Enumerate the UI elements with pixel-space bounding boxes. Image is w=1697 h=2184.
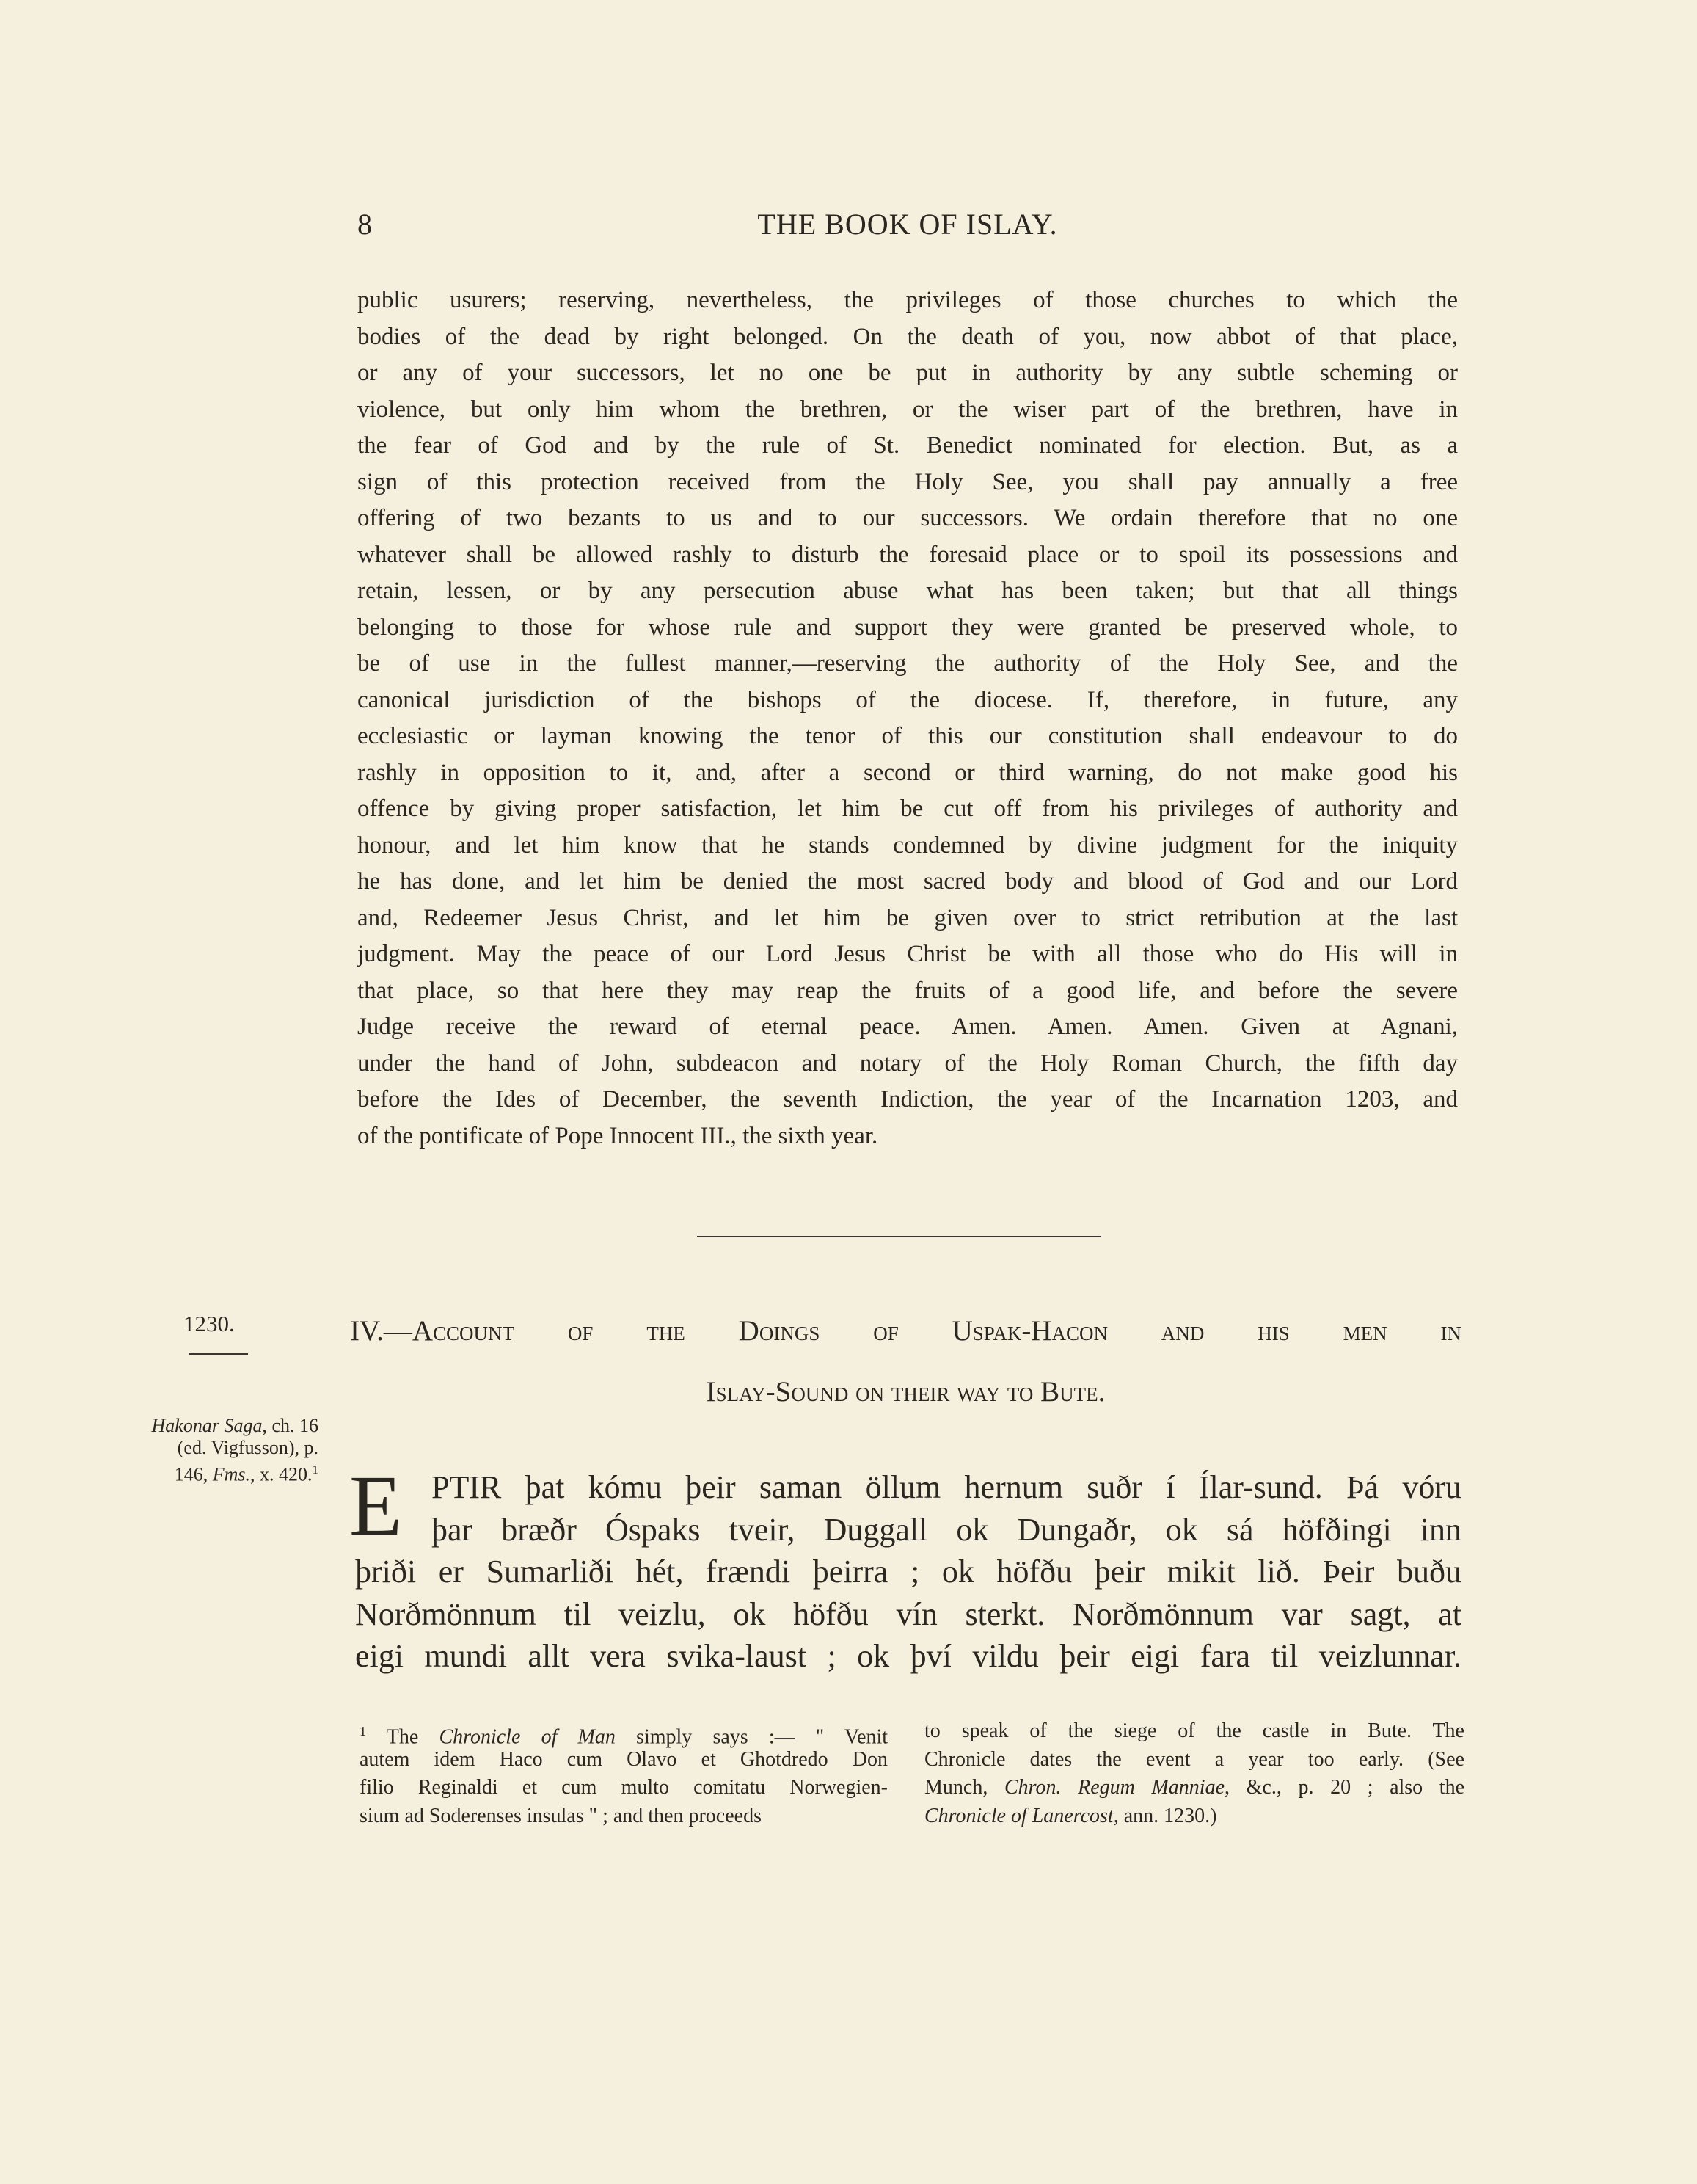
footnote-line	[924, 1746, 1464, 1774]
body-line: retain, lessen, or by any persecution abuse what has been taken; but that all things	[357, 578, 1458, 604]
footnote-line	[360, 1802, 888, 1831]
margin-note-page: 146,	[174, 1463, 213, 1485]
footnote-column-left	[360, 1717, 888, 1830]
body-line: whatever shall be allowed rashly to disturb the foresaid place or to spoil its possessions and	[357, 541, 1458, 568]
margin-note-fms: Fms.	[212, 1463, 251, 1485]
norse-line: Norðmönnum til veizlu, ok höfðu vín sterkt. Norðmönnum var sagt, at	[355, 1595, 1461, 1632]
footnote-title: Chron. Regum Manniae	[1004, 1776, 1225, 1799]
body-line: or any of your successors, let no one be put in authority by any subtle scheming or	[357, 360, 1458, 386]
body-line: and, Redeemer Jesus Christ, and let him be given over to strict retribution at the last	[357, 904, 1458, 931]
footnote-text: to speak of the siege of the castle in Bute. The	[924, 1719, 1464, 1742]
footnote-text: Chronicle dates the event a year too early. (See	[924, 1747, 1464, 1771]
body-line: under the hand of John, subdeacon and notary of the Holy Roman Church, the fifth day	[357, 1049, 1458, 1077]
norse-line: þar bræðr Óspaks tveir, Duggall ok Dungaðr, ok sá höfðingi inn	[431, 1511, 1461, 1548]
body-line: that place, so that here they may reap the fruits of a good life, and before the severe	[357, 977, 1458, 1004]
body-line: offence by giving proper satisfaction, let him be cut off from his privileges of authority and	[357, 796, 1458, 822]
margin-year-rule	[189, 1353, 248, 1355]
footnote-line	[924, 1717, 1464, 1746]
body-line: offering of two bezants to us and to our successors. We ordain therefore that no one	[357, 505, 1458, 531]
body-line: sign of this protection received from the Holy See, you shall pay annually a free	[357, 468, 1458, 495]
body-line: belonging to those for whose rule and support they were granted be preserved whole, to	[357, 614, 1458, 641]
margin-note-chapter: , ch. 16	[262, 1415, 318, 1436]
footnote-line	[360, 1717, 888, 1749]
page-header	[357, 207, 1458, 251]
drop-cap: E	[349, 1457, 403, 1554]
footnote-text: simply says :— " Venit	[615, 1725, 888, 1749]
margin-note-marker: 1	[312, 1463, 318, 1477]
body-line: bodies of the dead by right belonged. On the death of you, now abbot of that place,	[357, 323, 1458, 350]
footnote-text: Munch,	[924, 1776, 1004, 1799]
margin-note	[110, 1415, 318, 1486]
margin-note-saga: Hakonar Saga	[151, 1415, 263, 1436]
norse-line: eigi mundi allt vera svika-laust ; ok því vildu þeir eigi fara til veizlunnar.	[355, 1638, 1461, 1674]
body-line: rashly in opposition to it, and, after a second or third warning, do not make good his	[357, 759, 1458, 786]
footnote-text: , ann. 1230.)	[1113, 1804, 1217, 1827]
section-heading: IV.—Account of the Doings of Uspak-Hacon and his men in	[350, 1315, 1461, 1347]
footnote-text: autem idem Haco cum Olavo et Ghotdredo Don	[360, 1747, 888, 1771]
norse-line: PTIR þat kómu þeir saman öllum hernum suðr í Ílar-sund. Þá vóru	[431, 1469, 1461, 1505]
body-line: violence, but only him whom the brethren, or the wiser part of the brethren, have in	[357, 396, 1458, 423]
body-line: Judge receive the reward of eternal peace. Amen. Amen. Amen. Given at Agnani,	[357, 1013, 1458, 1040]
body-line: be of use in the fullest manner,—reserving the authority of the Holy See, and the	[357, 650, 1458, 677]
footnote-line	[924, 1802, 1464, 1831]
footnote-line	[924, 1774, 1464, 1802]
body-text	[357, 283, 1458, 1154]
body-line: he has done, and let him be denied the most sacred body and blood of God and our Lord	[357, 868, 1458, 895]
footnote-column-right	[924, 1717, 1464, 1830]
footnote-text: , &c., p. 20 ; also the	[1225, 1776, 1465, 1799]
body-line: honour, and let him know that he stands condemned by divine judgment for the iniquity	[357, 831, 1458, 859]
page-number: 8	[357, 208, 372, 241]
section-divider	[697, 1236, 1101, 1237]
footnote-line	[360, 1774, 888, 1802]
body-line: the fear of God and by the rule of St. Benedict nominated for election. But, as a	[357, 432, 1458, 459]
margin-note-ref: , x. 420.	[250, 1463, 313, 1485]
section-heading-continued: Islay-Sound on their way to Bute.	[706, 1376, 1106, 1408]
body-line: public usurers; reserving, nevertheless, the privileges of those churches to which the	[357, 287, 1458, 313]
footnote-title: Chronicle of Lanercost	[924, 1804, 1114, 1827]
body-line: canonical jurisdiction of the bishops of the diocese. If, therefore, in future, any	[357, 686, 1458, 713]
norse-line: þriði er Sumarliði hét, frændi þeirra ; ok höfðu þeir mikit lið. Þeir buðu	[355, 1554, 1461, 1590]
footnote-text: filio Reginaldi et cum multo comitatu Norwegien-	[360, 1776, 888, 1799]
body-line: ecclesiastic or layman knowing the tenor of this our constitution shall endeavour to do	[357, 723, 1458, 749]
body-line: judgment. May the peace of our Lord Jesus Christ be with all those who do His will in	[357, 941, 1458, 967]
body-line: of the pontificate of Pope Innocent III., the sixth year.	[357, 1122, 878, 1149]
running-title: THE BOOK OF ISLAY.	[757, 208, 1058, 241]
margin-year: 1230.	[183, 1311, 235, 1336]
norse-passage	[349, 1457, 1461, 1678]
footnote-text: sium ad Soderenses insulas " ; and then proceeds	[360, 1804, 762, 1827]
footnote-text: The	[386, 1725, 439, 1749]
margin-note-edition: (ed. Vigfusson), p.	[177, 1437, 318, 1458]
footnote-line	[360, 1746, 888, 1774]
body-line: before the Ides of December, the seventh Indiction, the year of the Incarnation 1203, and	[357, 1086, 1458, 1113]
footnote-marker: 1	[360, 1724, 367, 1739]
footnote-title: Chronicle of Man	[439, 1725, 616, 1749]
